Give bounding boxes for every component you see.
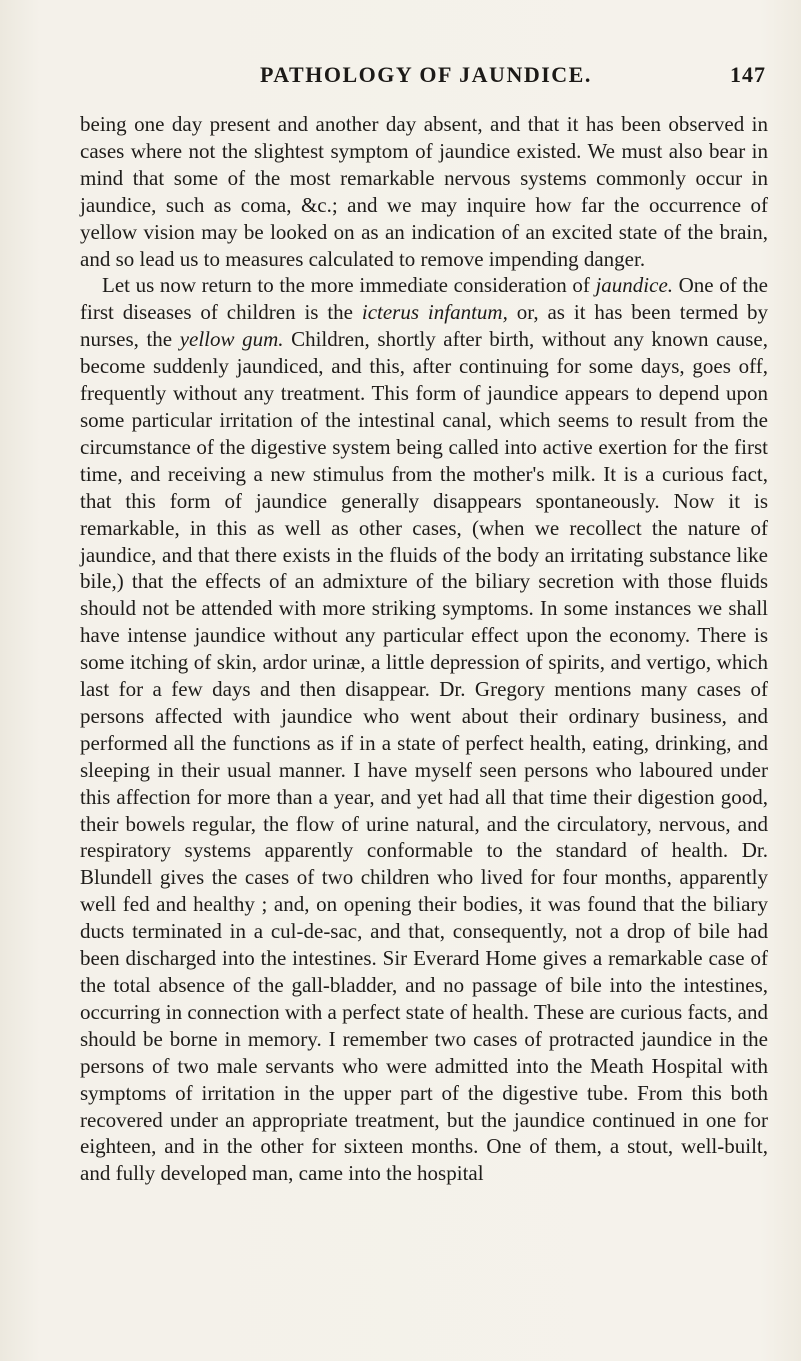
- body-text: [80, 111, 768, 1187]
- italic-term-jaundice: jaundice.: [595, 273, 674, 298]
- running-title: PATHOLOGY OF JAUNDICE.: [260, 62, 592, 87]
- italic-term-yellow-gum: yellow gum.: [179, 327, 284, 352]
- text-segment: or, as it has been termed by nurses, the: [80, 300, 768, 352]
- italic-term-icterus-infantum: icterus infantum,: [361, 300, 508, 325]
- text-segment: One of the first diseases of children is the: [80, 273, 768, 325]
- paragraph-jaundice-infantum: [80, 272, 768, 1187]
- paragraph-continuation: [80, 111, 768, 272]
- text-segment: being one day present and another day absent, and that it has been observed in cases where not the slightest symptom of jaundice existed. We must also bear in mind that some of the most remarkable nervous systems commonly occur in jaundice, such as coma, &c.; and we may inquire how far the occurrence of yellow vision may be looked on as an indication of an excited state of the brain, and so lead us to measures calculated to remove impending danger.: [80, 112, 768, 271]
- running-head: [80, 62, 766, 92]
- text-segment: Let us now return to the more immediate consideration of: [102, 273, 596, 298]
- page-number: 147: [730, 62, 766, 87]
- text-segment: Children, shortly after birth, without any known cause, become suddenly jaundiced, and this, after continuing for some days, goes off, frequently without any treatment. This form of jaundice appears to depend upon some particular irritation of the intestinal canal, which seems to result from the circumstance of the digestive system being called into active exertion for the first time, and receiving a new stimulus from the mother's milk. It is a curious fact, that this form of jaundice generally disappears spontaneously. Now it is remarkable, in this as well as other cases, (when we recollect the nature of jaundice, and that there exists in the fluids of the body an irritating substance like bile,) that the effects of an admixture of the biliary secretion with those fluids should not be attended with more striking symptoms. In some instances we shall have intense jaundice without any particular effect upon the economy. There is some itching of skin, ardor urinæ, a little depression of spirits, and vertigo, which last for a few days and then disappear. Dr. Gregory mentions many cases of persons affected with jaundice who went about their ordinary business, and performed all the functions as if in a state of perfect health, eating, drinking, and sleeping in their usual manner. I have myself seen persons who laboured under this affection for more than a year, and yet had all that time their digestion good, their bowels regular, the flow of urine natural, and the circulatory, nervous, and respiratory systems apparently conformable to the standard of health. Dr. Blundell gives the cases of two children who lived for four months, apparently well fed and healthy ; and, on opening their bodies, it was found that the biliary ducts terminated in a cul-de-sac, and that, consequently, not a drop of bile had been discharged into the intestines. Sir Everard Home gives a remarkable case of the total absence of the gall-bladder, and no passage of bile into the intestines, occurring in connection with a perfect state of health. These are curious facts, and should be borne in memory. I remember two cases of protracted jaundice in the persons of two male servants who were admitted into the Meath Hospital with symptoms of irritation in the upper part of the digestive tube. From this both recovered under an appropriate treatment, but the jaundice continued in one for eighteen, and in the other for sixteen months. One of them, a stout, well-built, and fully developed man, came into the hospital: [80, 327, 768, 1186]
